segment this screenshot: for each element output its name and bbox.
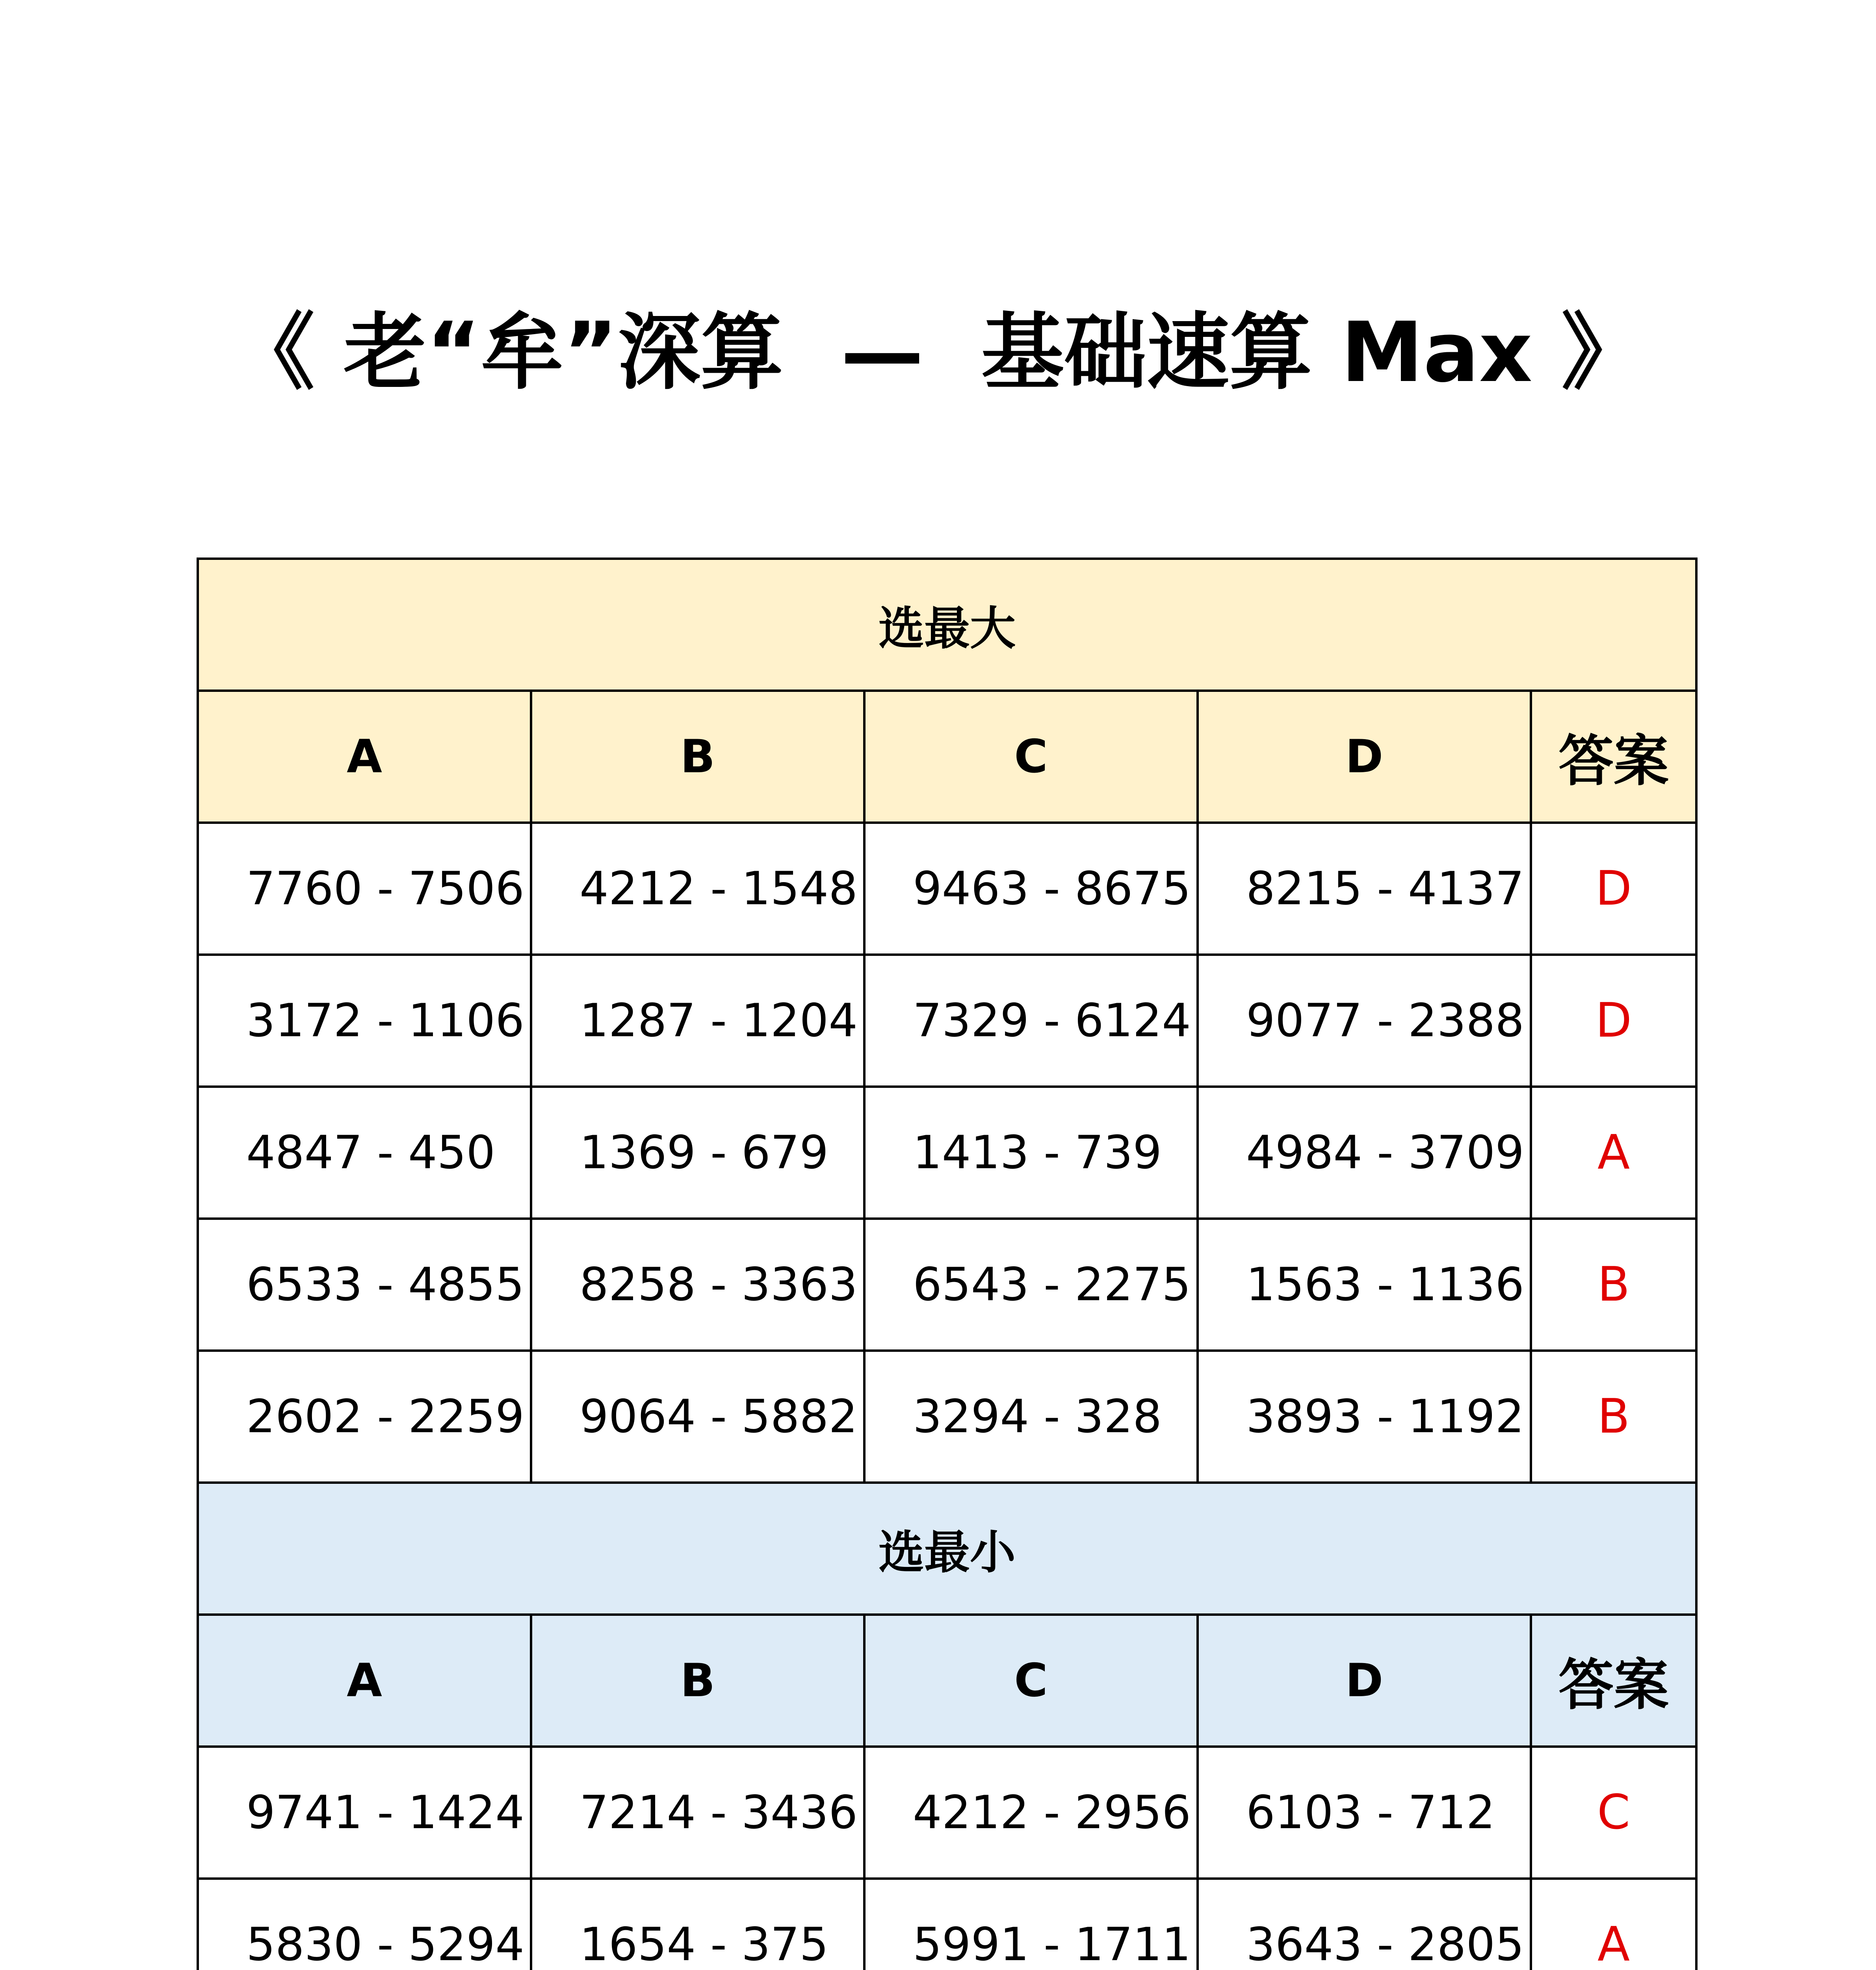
table-row xyxy=(198,1087,1696,1219)
cell-b: 7214 - 3436 xyxy=(531,1747,864,1879)
cell-b: 8258 - 3363 xyxy=(531,1219,864,1351)
cell-a: 4847 - 450 xyxy=(198,1087,531,1219)
column-header-answer: 答案 xyxy=(1531,1615,1696,1747)
cell-c: 9463 - 8675 xyxy=(864,823,1198,955)
column-header-a: A xyxy=(198,1615,531,1747)
cell-a: 7760 - 7506 xyxy=(198,823,531,955)
cell-b: 9064 - 5882 xyxy=(531,1351,864,1483)
cell-c: 3294 - 328 xyxy=(864,1351,1198,1483)
answer-cell: C xyxy=(1531,1747,1696,1879)
cell-d: 3893 - 1192 xyxy=(1198,1351,1531,1483)
cell-a: 3172 - 1106 xyxy=(198,955,531,1087)
column-header-row xyxy=(198,691,1696,823)
cell-d: 9077 - 2388 xyxy=(1198,955,1531,1087)
section-title-min: 选最小 xyxy=(198,1483,1696,1615)
section-header-max xyxy=(198,559,1696,691)
table-row xyxy=(198,1219,1696,1351)
cell-a: 5830 - 5294 xyxy=(198,1879,531,1970)
column-header-c: C xyxy=(864,1615,1198,1747)
cell-b: 1654 - 375 xyxy=(531,1879,864,1970)
cell-d: 3643 - 2805 xyxy=(1198,1879,1531,1970)
cell-c: 7329 - 6124 xyxy=(864,955,1198,1087)
table-row xyxy=(198,1879,1696,1970)
cell-c: 5991 - 1711 xyxy=(864,1879,1198,1970)
table-row xyxy=(198,1351,1696,1483)
column-header-answer: 答案 xyxy=(1531,691,1696,823)
column-header-row xyxy=(198,1615,1696,1747)
column-header-a: A xyxy=(198,691,531,823)
answer-cell: B xyxy=(1531,1351,1696,1483)
answer-cell: D xyxy=(1531,823,1696,955)
section-header-min xyxy=(198,1483,1696,1615)
cell-c: 4212 - 2956 xyxy=(864,1747,1198,1879)
cell-c: 1413 - 739 xyxy=(864,1087,1198,1219)
answer-cell: B xyxy=(1531,1219,1696,1351)
column-header-b: B xyxy=(531,1615,864,1747)
cell-d: 6103 - 712 xyxy=(1198,1747,1531,1879)
answer-cell: A xyxy=(1531,1087,1696,1219)
cell-a: 9741 - 1424 xyxy=(198,1747,531,1879)
page-title: 《 老“牟”深算 — 基础速算 Max 》 xyxy=(232,304,1644,401)
cell-d: 8215 - 4137 xyxy=(1198,823,1531,955)
cell-a: 2602 - 2259 xyxy=(198,1351,531,1483)
column-header-b: B xyxy=(531,691,864,823)
column-header-c: C xyxy=(864,691,1198,823)
table-row xyxy=(198,955,1696,1087)
cell-b: 4212 - 1548 xyxy=(531,823,864,955)
cell-d: 1563 - 1136 xyxy=(1198,1219,1531,1351)
quiz-table xyxy=(197,558,1698,1970)
column-header-d: D xyxy=(1198,691,1531,823)
cell-b: 1369 - 679 xyxy=(531,1087,864,1219)
cell-a: 6533 - 4855 xyxy=(198,1219,531,1351)
cell-b: 1287 - 1204 xyxy=(531,955,864,1087)
section-title-max: 选最大 xyxy=(198,559,1696,691)
table-row xyxy=(198,1747,1696,1879)
answer-cell: D xyxy=(1531,955,1696,1087)
column-header-d: D xyxy=(1198,1615,1531,1747)
answer-cell: A xyxy=(1531,1879,1696,1970)
cell-c: 6543 - 2275 xyxy=(864,1219,1198,1351)
cell-d: 4984 - 3709 xyxy=(1198,1087,1531,1219)
table-row xyxy=(198,823,1696,955)
